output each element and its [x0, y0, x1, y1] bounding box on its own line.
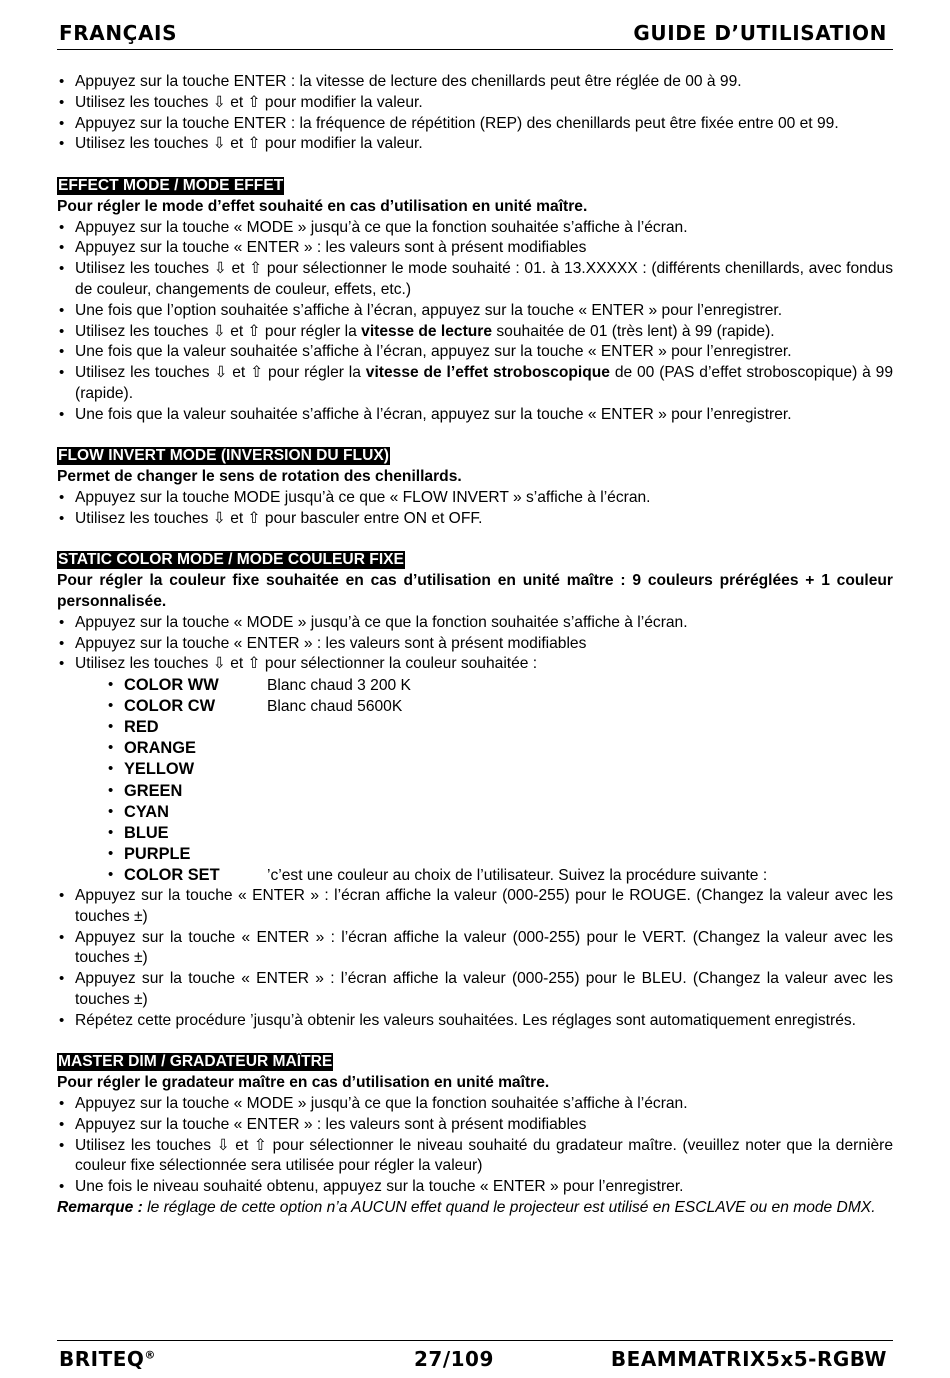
list-item: • Appuyez sur la touche « ENTER » : les valeurs sont à présent modifiables	[57, 1115, 893, 1136]
list-item: • Appuyez sur la touche MODE jusqu’à ce que « FLOW INVERT » s’affiche à l’écran.	[57, 488, 893, 509]
list-item: • Appuyez sur la touche « MODE » jusqu’à ce que la fonction souhaitée s’affiche à l’écran.	[57, 613, 893, 634]
color-item: • GREEN	[106, 781, 893, 802]
list-item: • Utilisez les touches ⇩ et ⇧ pour régler la vitesse de l’effet stroboscopique de 00 (PAS d’effet stroboscopique) à 99 (rapide).	[57, 363, 893, 405]
page-footer	[57, 1340, 893, 1375]
intro-list	[57, 72, 893, 155]
list-item: • Une fois que la valeur souhaitée s’affiche à l’écran, appuyez sur la touche « ENTER » pour l’enregistrer.	[57, 405, 893, 426]
footer-brand: BRITEQ®	[59, 1347, 156, 1371]
list-item: • Appuyez sur la touche « ENTER » : l’écran affiche la valeur (000-255) pour le VERT. (Changez la valeur avec les touches ±)	[57, 928, 893, 970]
remark-note: Remarque : le réglage de cette option n’a AUCUN effet quand le projecteur est utilisé en ESCLAVE ou en mode DMX.	[57, 1199, 876, 1216]
color-item: • YELLOW	[106, 759, 893, 780]
section-static-color	[57, 550, 893, 1031]
page-header	[57, 18, 893, 50]
list-item: • Une fois le niveau souhaité obtenu, appuyez sur la touche « ENTER » pour l’enregistrer.	[57, 1177, 893, 1198]
section-title: EFFECT MODE / MODE EFFET	[58, 176, 284, 194]
list-item: • Utilisez les touches ⇩ et ⇧ pour sélectionner le mode souhaité : 01. à 13.XXXXX : (différents chenillards, avec fondus de couleur, changements de couleur, effets, etc.)	[57, 259, 893, 301]
list-item: • Utilisez les touches ⇩ et ⇧ pour régler la vitesse de lecture souhaitée de 01 (très lent) à 99 (rapide).	[57, 322, 893, 343]
section-effect-mode	[57, 176, 893, 426]
list-item: • Utilisez les touches ⇩ et ⇧ pour modifier la valeur.	[57, 93, 893, 114]
section-intro: Pour régler le gradateur maître en cas d’utilisation en unité maître.	[57, 1074, 550, 1092]
list-item: • Appuyez sur la touche ENTER : la fréquence de répétition (REP) des chenillards peut être fixée entre 00 et 99.	[57, 114, 893, 135]
section-intro: Permet de changer le sens de rotation des chenillards.	[57, 468, 462, 486]
color-item: • COLOR WW Blanc chaud 3 200 K	[106, 675, 893, 696]
section-flow-invert	[57, 446, 893, 529]
list-item: • Appuyez sur la touche « MODE » jusqu’à ce que la fonction souhaitée s’affiche à l’écran.	[57, 218, 893, 239]
list-item: • Appuyez sur la touche « ENTER » : les valeurs sont à présent modifiables	[57, 238, 893, 259]
list-item: • Appuyez sur la touche « ENTER » : l’écran affiche la valeur (000-255) pour le ROUGE. (Changez la valeur avec les touches ±)	[57, 886, 893, 928]
list-item: • Utilisez les touches ⇩ et ⇧ pour sélectionner le niveau souhaité du gradateur maître. (veuillez noter que la dernière couleur fixe sélectionnée sera utilisée pour régler la valeur)	[57, 1136, 893, 1178]
list-item: • Une fois que l’option souhaitée s’affiche à l’écran, appuyez sur la touche « ENTER » pour l’enregistrer.	[57, 301, 893, 322]
header-language: FRANÇAIS	[59, 21, 178, 45]
list-item: • Appuyez sur la touche « ENTER » : l’écran affiche la valeur (000-255) pour le BLEU. (Changez la valeur avec les touches ±)	[57, 969, 893, 1011]
section-intro: Pour régler la couleur fixe souhaitée en cas d’utilisation en unité maître : 9 couleurs préréglées + 1 couleur personnalisée.	[57, 572, 893, 610]
footer-model: BEAMMATRIX5x5-RGBW	[610, 1347, 887, 1371]
page-content	[57, 72, 893, 1219]
list-item: • Appuyez sur la touche ENTER : la vitesse de lecture des chenillards peut être réglée de 00 à 99.	[57, 72, 893, 93]
list-item: • Répétez cette procédure ’jusqu’à obtenir les valeurs souhaitées. Les réglages sont automatiquement enregistrés.	[57, 1011, 893, 1032]
color-item: • BLUE	[106, 823, 893, 844]
color-item: • RED	[106, 717, 893, 738]
color-item: • CYAN	[106, 802, 893, 823]
list-item: • Une fois que la valeur souhaitée s’affiche à l’écran, appuyez sur la touche « ENTER » pour l’enregistrer.	[57, 342, 893, 363]
section-title: FLOW INVERT MODE (INVERSION DU FLUX)	[58, 447, 389, 465]
color-item: • COLOR CW Blanc chaud 5600K	[106, 696, 893, 717]
list-item: • Utilisez les touches ⇩ et ⇧ pour modifier la valeur.	[57, 134, 893, 155]
page-number: 27/109	[414, 1347, 494, 1371]
header-title: GUIDE D’UTILISATION	[633, 21, 887, 45]
color-item: • COLOR SET ’c’est une couleur au choix de l’utilisateur. Suivez la procédure suivante :	[106, 865, 893, 886]
list-item: • Utilisez les touches ⇩ et ⇧ pour basculer entre ON et OFF.	[57, 509, 893, 530]
list-item: • Appuyez sur la touche « MODE » jusqu’à ce que la fonction souhaitée s’affiche à l’écran.	[57, 1094, 893, 1115]
list-item: • Utilisez les touches ⇩ et ⇧ pour sélectionner la couleur souhaitée :	[57, 654, 893, 675]
color-item: • ORANGE	[106, 738, 893, 759]
section-title: STATIC COLOR MODE / MODE COULEUR FIXE	[58, 551, 404, 569]
section-intro: Pour régler le mode d’effet souhaité en cas d’utilisation en unité maître.	[57, 197, 588, 215]
color-list	[57, 675, 893, 886]
section-master-dim	[57, 1052, 893, 1218]
list-item: • Appuyez sur la touche « ENTER » : les valeurs sont à présent modifiables	[57, 634, 893, 655]
section-title: MASTER DIM / GRADATEUR MAÎTRE	[58, 1053, 333, 1071]
color-item: • PURPLE	[106, 844, 893, 865]
